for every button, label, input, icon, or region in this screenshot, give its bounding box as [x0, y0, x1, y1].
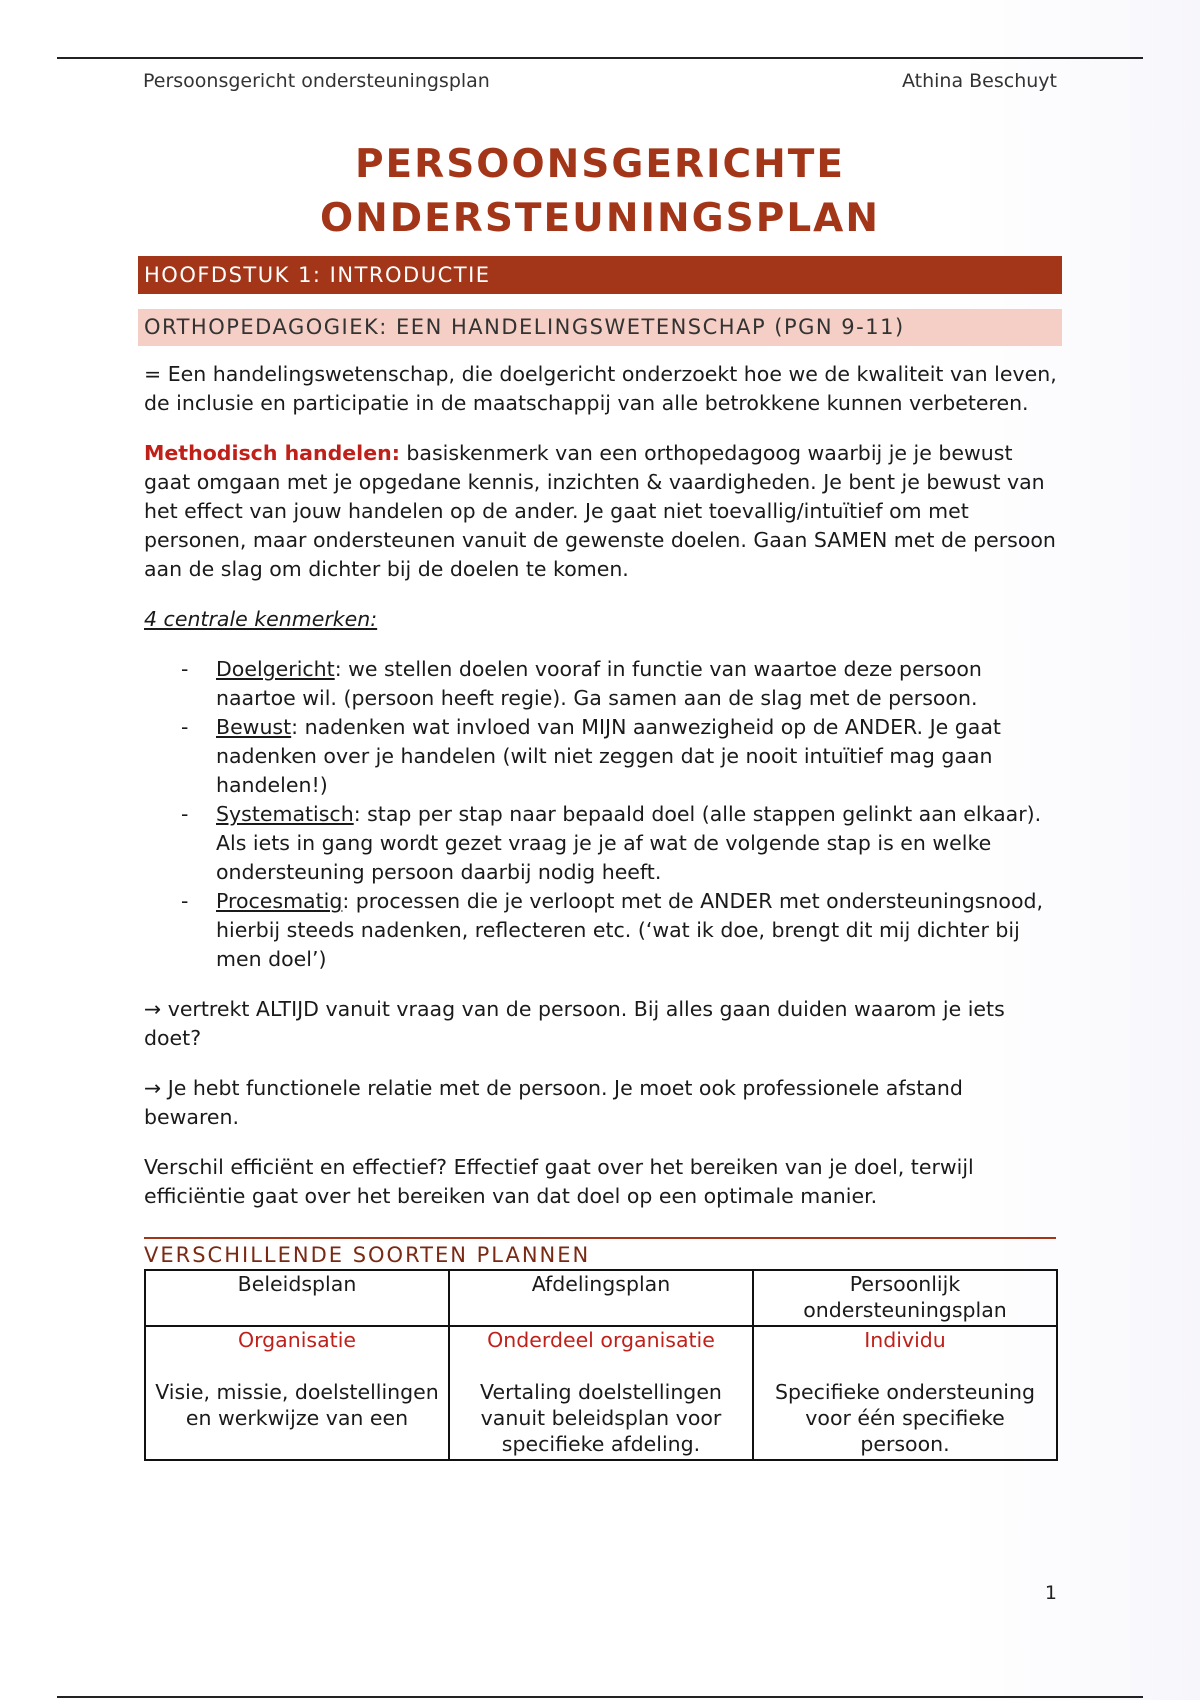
list-item-text: : stap per stap naar bepaald doel (alle stappen gelinkt aan elkaar). Als iets in gang wordt gezet vraag je je af wat de volgende stap is en welke ondersteuning persoon daarbij nodig heeft.: [216, 802, 1042, 884]
table-description: Specifieke ondersteuning voor één specifieke persoon.: [774, 1380, 1035, 1456]
kenmerken-list: [144, 655, 1062, 974]
section-heading: ORTHOPEDAGOGIEK: EEN HANDELINGSWETENSCHAP (PGN 9-11): [138, 309, 1062, 346]
table-description: Visie, missie, doelstellingen en werkwijze van een: [155, 1380, 439, 1430]
plans-heading: VERSCHILLENDE SOORTEN PLANNEN: [144, 1237, 1056, 1269]
table-header-beleidsplan: Beleidsplan: [145, 1270, 449, 1326]
methodisch-text: basiskenmerk van een orthopedagoog waarbij je je bewust gaat omgaan met je opgedane kennis, inzichten & vaardigheden. Je bent je bewust van het effect van jouw handelen op de ander. Je gaat niet toevallig/intuïtief om met personen, maar ondersteunen vanuit de gewenste doelen. Gaan SAMEN met de persoon aan de slag om dichter bij de doelen te komen.: [144, 441, 1056, 581]
running-header-author: Athina Beschuyt: [901, 70, 1057, 92]
list-dash: -: [181, 889, 189, 913]
list-item-text: : we stellen doelen vooraf in functie van waartoe deze persoon naartoe wil. (persoon heeft regie). Ga samen aan de slag met de persoon.: [216, 657, 982, 710]
table-cell-beleidsplan: [145, 1326, 449, 1460]
efficient-effectief-paragraph: Verschil efficiënt en effectief? Effectief gaat over het bereiken van je doel, terwijl efficiëntie gaat over het bereiken van dat doel op een optimale manier.: [144, 1155, 974, 1208]
list-item-text: : nadenken wat invloed van MIJN aanwezigheid op de ANDER. Je gaat nadenken over je handelen (wilt niet zeggen dat je nooit intuïtief mag gaan handelen!): [216, 715, 1001, 797]
table-cell-persoonlijk-plan: [753, 1326, 1057, 1460]
list-item-term: Procesmatig: [216, 889, 343, 913]
arrow-note-2: → Je hebt functionele relatie met de persoon. Je moet ook professionele afstand bewaren.: [144, 1076, 963, 1129]
chapter-heading: HOOFDSTUK 1: INTRODUCTIE: [138, 256, 1062, 294]
document-body: [138, 138, 1062, 1461]
list-item: [144, 713, 1062, 800]
table-category: Organisatie: [237, 1328, 357, 1352]
plans-table: [144, 1269, 1058, 1461]
document-title: [138, 138, 1062, 246]
list-item-term: Systematisch: [216, 802, 354, 826]
section-content: [138, 360, 1062, 1211]
document-title-line-1: PERSOONSGERICHTE: [354, 142, 846, 187]
table-header-afdelingsplan: Afdelingsplan: [449, 1270, 753, 1326]
list-item-text: : processen die je verloopt met de ANDER met ondersteuningsnood, hierbij steeds nadenken, reflecteren etc. (‘wat ik doe, brengt dit mij dichter bij men doel’): [216, 889, 1044, 971]
list-dash: -: [181, 715, 189, 739]
list-dash: -: [181, 657, 189, 681]
definition-paragraph: = Een handelingswetenschap, die doelgericht onderzoekt hoe we de kwaliteit van leven, de inclusie en participatie in de maatschappij van alle betrokkene kunnen verbeteren.: [144, 362, 1057, 415]
document-title-line-2: ONDERSTEUNINGSPLAN: [320, 196, 880, 241]
list-dash: -: [181, 802, 189, 826]
running-header-title: Persoonsgericht ondersteuningsplan: [143, 70, 490, 92]
table-header-row: [145, 1270, 1057, 1326]
kenmerken-heading: [144, 605, 1062, 634]
list-item: [144, 800, 1062, 887]
table-row: [145, 1326, 1057, 1460]
methodisch-term: Methodisch handelen:: [144, 441, 400, 465]
methodisch-paragraph: [144, 439, 1062, 584]
header-rule: [57, 57, 1143, 59]
table-cell-afdelingsplan: [449, 1326, 753, 1460]
list-item: [144, 887, 1062, 974]
table-description: Vertaling doelstellingen vanuit beleidsplan voor specifieke afdeling.: [480, 1380, 722, 1456]
plans-heading-wrap: [138, 1237, 1062, 1269]
table-category: Onderdeel organisatie: [487, 1328, 715, 1352]
arrow-note-1: → vertrekt ALTIJD vanuit vraag van de persoon. Bij alles gaan duiden waarom je iets doet?: [144, 997, 1005, 1050]
footer-rule: [57, 1696, 1143, 1698]
list-item-term: Doelgericht: [216, 657, 335, 681]
table-category: Individu: [864, 1328, 946, 1352]
page-number: 1: [1044, 1582, 1057, 1604]
table-header-persoonlijk-plan: Persoonlijk ondersteuningsplan: [753, 1270, 1057, 1326]
list-item: [144, 655, 1062, 713]
kenmerken-heading-text: 4 centrale kenmerken:: [144, 607, 378, 631]
list-item-term: Bewust: [216, 715, 292, 739]
